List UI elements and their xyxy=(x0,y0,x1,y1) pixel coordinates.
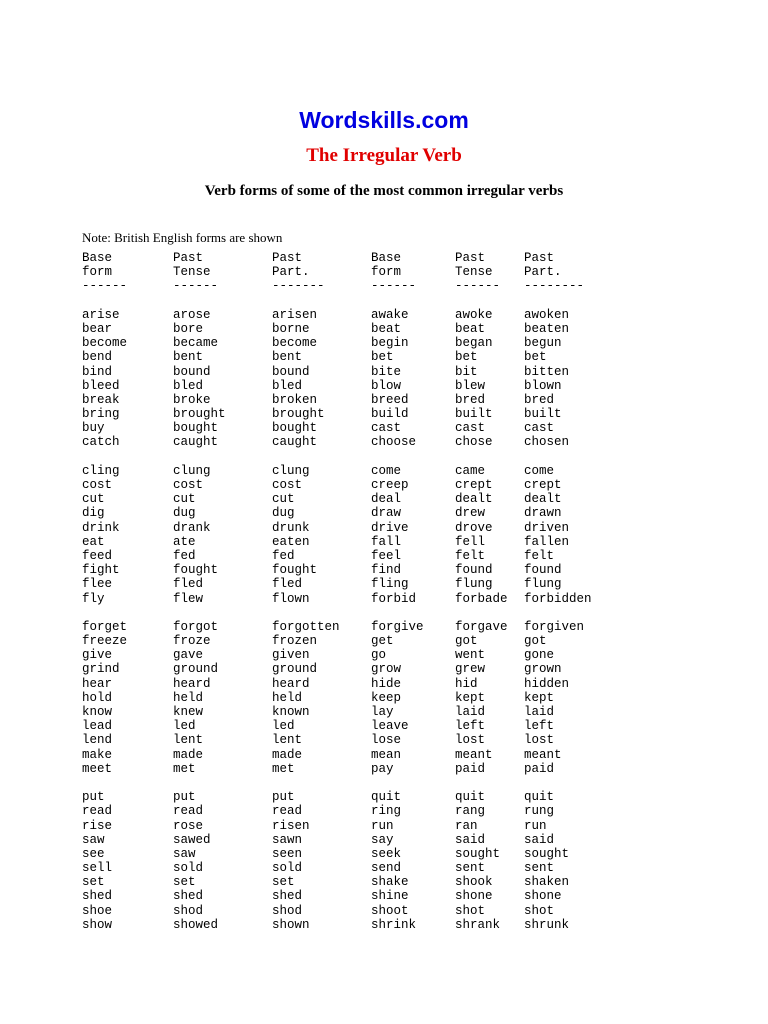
table-cell: saw xyxy=(173,846,196,861)
table-cell: drove xyxy=(455,520,493,535)
table-cell: held xyxy=(173,690,204,705)
table-cell: breed xyxy=(371,392,409,407)
table-cell: risen xyxy=(272,818,310,833)
table-cell: gone xyxy=(524,648,555,663)
table-cell: rang xyxy=(455,804,486,819)
table-cell: bit xyxy=(455,364,478,379)
table-cell: flung xyxy=(455,577,493,592)
table-cell: lay xyxy=(371,705,394,719)
table-cell: bitten xyxy=(524,364,570,379)
table-cell: gave xyxy=(173,648,204,663)
note-text: Note: British English forms are shown xyxy=(82,230,283,245)
table-cell: came xyxy=(455,463,486,478)
table-cell: sold xyxy=(272,861,303,876)
table-cell: lent xyxy=(173,733,204,748)
table-cell: forgave xyxy=(455,619,508,634)
table-cell: arise xyxy=(82,307,120,322)
table-cell: go xyxy=(371,648,387,663)
table-cell: set xyxy=(173,875,196,890)
table-cell: dug xyxy=(272,506,295,521)
table-cell: built xyxy=(524,407,562,422)
table-cell: became xyxy=(173,336,219,351)
table-cell: blow xyxy=(371,378,402,393)
table-cell: awoke xyxy=(455,307,493,322)
table-cell: ------ xyxy=(371,279,417,294)
table-cell: sought xyxy=(524,846,570,861)
table-cell: lend xyxy=(82,733,113,748)
table-cell: bore xyxy=(173,321,204,336)
table-cell: leave xyxy=(371,719,409,734)
table-cell: beat xyxy=(455,321,486,336)
table-cell: frozen xyxy=(272,634,318,649)
table-cell: run xyxy=(371,818,394,833)
table-cell: chose xyxy=(455,435,493,450)
table-cell: fed xyxy=(173,548,196,563)
table-cell: form xyxy=(82,265,113,280)
table-cell: get xyxy=(371,634,394,649)
table-cell: forgiven xyxy=(524,619,585,634)
table-cell: driven xyxy=(524,520,570,535)
table-cell: sawed xyxy=(173,832,211,847)
table-cell: made xyxy=(173,747,204,762)
table-cell: send xyxy=(371,861,402,876)
table-cell: made xyxy=(272,747,303,762)
table-cell: broken xyxy=(272,392,318,407)
table-cell: shrunk xyxy=(524,917,570,932)
table-cell: shot xyxy=(455,903,486,918)
table-cell: led xyxy=(272,719,295,734)
table-cell: brought xyxy=(272,407,325,422)
table-cell: crept xyxy=(524,478,562,492)
table-cell: sent xyxy=(524,861,555,876)
table-cell: hold xyxy=(82,690,113,705)
table-cell: lose xyxy=(371,733,402,748)
table-cell: sold xyxy=(173,861,204,876)
table-cell: broke xyxy=(173,392,211,407)
table-cell: eaten xyxy=(272,534,310,549)
table-cell: know xyxy=(82,705,113,719)
table-cell: Past xyxy=(524,251,555,265)
table-cell: fled xyxy=(173,577,204,592)
table-cell: lost xyxy=(455,733,486,748)
table-cell: hear xyxy=(82,676,113,691)
table-cell: kept xyxy=(524,690,555,705)
table-cell: drawn xyxy=(524,506,562,521)
table-cell: crept xyxy=(455,478,493,492)
table-cell: bring xyxy=(82,407,120,422)
table-cell: ground xyxy=(173,662,219,677)
table-cell: shot xyxy=(524,903,555,918)
table-cell: Past xyxy=(173,251,204,265)
table-cell: seek xyxy=(371,846,402,861)
table-cell: forbade xyxy=(455,591,508,606)
table-cell: forgive xyxy=(371,619,424,634)
table-cell: come xyxy=(524,463,555,478)
table-cell: flee xyxy=(82,577,113,592)
table-cell: ------ xyxy=(173,279,219,294)
table-cell: arisen xyxy=(272,307,318,322)
table-cell: sawn xyxy=(272,832,303,847)
table-cell: forbid xyxy=(371,591,417,606)
site-title: Wordskills.com xyxy=(299,107,469,133)
table-cell: put xyxy=(82,790,105,805)
table-cell: -------- xyxy=(524,279,585,294)
table-cell: feel xyxy=(371,548,402,563)
table-cell: cut xyxy=(173,492,196,507)
table-cell: buy xyxy=(82,421,105,436)
table-cell: bent xyxy=(173,350,204,365)
table-cell: fed xyxy=(272,548,295,563)
table-cell: got xyxy=(524,634,547,649)
table-cell: blown xyxy=(524,378,562,393)
table-cell: put xyxy=(272,790,295,805)
table-cell: said xyxy=(524,832,555,847)
table-cell: led xyxy=(173,719,196,734)
table-cell: say xyxy=(371,832,394,847)
table-cell: freeze xyxy=(82,634,128,649)
table-cell: grew xyxy=(455,662,486,677)
table-cell: fall xyxy=(371,534,402,549)
table-cell: grind xyxy=(82,662,120,677)
table-cell: show xyxy=(82,917,113,932)
table-cell: knew xyxy=(173,705,204,719)
table-cell: felt xyxy=(524,548,555,563)
table-cell: bet xyxy=(455,350,478,365)
table-cell: clung xyxy=(173,463,211,478)
table-cell: froze xyxy=(173,634,211,649)
table-cell: shed xyxy=(82,889,113,904)
table-cell: read xyxy=(272,804,303,819)
table-cell: set xyxy=(82,875,105,890)
table-cell: shod xyxy=(173,903,204,918)
table-cell: fight xyxy=(82,563,120,578)
table-cell: quit xyxy=(455,790,486,805)
table-cell: bought xyxy=(173,421,219,436)
table-cell: awake xyxy=(371,307,409,322)
table-cell: ate xyxy=(173,534,196,549)
table-cell: paid xyxy=(455,761,486,776)
table-cell: ground xyxy=(272,662,318,677)
table-cell: bleed xyxy=(82,378,120,393)
table-cell: pay xyxy=(371,761,394,776)
table-cell: bound xyxy=(173,364,211,379)
table-cell: fought xyxy=(173,563,219,578)
table-cell: begun xyxy=(524,336,562,351)
table-cell: grow xyxy=(371,662,402,677)
table-cell: ------- xyxy=(272,279,325,294)
table-cell: blew xyxy=(455,378,486,393)
table-cell: build xyxy=(371,407,409,422)
table-cell: rung xyxy=(524,804,555,819)
table-cell: bet xyxy=(524,350,547,365)
table-cell: shone xyxy=(524,889,562,904)
table-cell: sell xyxy=(82,861,113,876)
page-subtitle: Verb forms of some of the most common irregular verbs xyxy=(204,183,564,199)
table-cell: draw xyxy=(371,506,402,521)
table-cell: drew xyxy=(455,506,486,521)
table-cell: keep xyxy=(371,690,402,705)
table-cell: fallen xyxy=(524,534,570,549)
table-cell: forget xyxy=(82,619,128,634)
table-cell: meant xyxy=(455,747,493,762)
table-cell: forgot xyxy=(173,619,219,634)
table-cell: fling xyxy=(371,577,409,592)
table-cell: break xyxy=(82,392,120,407)
table-cell: fought xyxy=(272,563,318,578)
table-cell: meant xyxy=(524,747,562,762)
table-cell: began xyxy=(455,336,493,351)
table-cell: drink xyxy=(82,520,120,535)
table-cell: bent xyxy=(272,350,303,365)
table-cell: felt xyxy=(455,548,486,563)
table-cell: heard xyxy=(173,676,211,691)
table-cell: cast xyxy=(371,421,402,436)
table-cell: forbidden xyxy=(524,591,592,606)
table-cell: form xyxy=(371,265,402,280)
table-cell: make xyxy=(82,747,113,762)
table-cell: sent xyxy=(455,861,486,876)
table-cell: read xyxy=(82,804,113,819)
table-cell: bear xyxy=(82,321,113,336)
table-cell: arose xyxy=(173,307,211,322)
table-cell: read xyxy=(173,804,204,819)
table-cell: bet xyxy=(371,350,394,365)
table-cell: flew xyxy=(173,591,204,606)
table-cell: Base xyxy=(82,251,113,265)
table-cell: rose xyxy=(173,818,204,833)
table-cell: shod xyxy=(272,903,303,918)
table-cell: bled xyxy=(173,378,204,393)
table-cell: Base xyxy=(371,251,402,265)
table-cell: creep xyxy=(371,478,409,492)
table-cell: left xyxy=(455,719,486,734)
table-cell: caught xyxy=(173,435,219,450)
table-cell: fled xyxy=(272,577,303,592)
table-cell: shed xyxy=(173,889,204,904)
table-cell: beat xyxy=(371,321,402,336)
table-cell: Tense xyxy=(173,265,211,280)
table-cell: shake xyxy=(371,875,409,890)
table-cell: find xyxy=(371,563,402,578)
table-cell: cut xyxy=(82,492,105,507)
table-cell: said xyxy=(455,832,486,847)
table-cell: showed xyxy=(173,917,219,932)
table-cell: rise xyxy=(82,818,113,833)
table-cell: flung xyxy=(524,577,562,592)
table-cell: sought xyxy=(455,846,501,861)
table-cell: known xyxy=(272,705,310,719)
table-cell: Part. xyxy=(524,265,562,280)
table-cell: cling xyxy=(82,463,120,478)
table-cell: Tense xyxy=(455,265,493,280)
table-cell: shed xyxy=(272,889,303,904)
table-cell: catch xyxy=(82,435,120,450)
table-cell: dealt xyxy=(524,492,562,507)
table-cell: built xyxy=(455,407,493,422)
table-cell: run xyxy=(524,818,547,833)
table-cell: shaken xyxy=(524,875,570,890)
table-cell: went xyxy=(455,648,486,663)
table-cell: saw xyxy=(82,832,105,847)
table-cell: cast xyxy=(524,421,555,436)
table-cell: drive xyxy=(371,520,409,535)
table-cell: cost xyxy=(82,478,113,492)
table-cell: grown xyxy=(524,662,562,677)
table-cell: ------ xyxy=(455,279,501,294)
table-cell: bite xyxy=(371,364,402,379)
table-cell: found xyxy=(455,563,493,578)
table-cell: deal xyxy=(371,492,402,507)
table-cell: drunk xyxy=(272,520,310,535)
table-cell: cut xyxy=(272,492,295,507)
table-cell: met xyxy=(173,761,196,776)
table-cell: lead xyxy=(82,719,113,734)
table-cell: bought xyxy=(272,421,318,436)
table-cell: beaten xyxy=(524,321,570,336)
table-cell: Part. xyxy=(272,265,310,280)
table-cell: ring xyxy=(371,804,402,819)
table-cell: chosen xyxy=(524,435,570,450)
table-cell: found xyxy=(524,563,562,578)
table-cell: heard xyxy=(272,676,310,691)
table-cell: cost xyxy=(173,478,204,492)
table-cell: come xyxy=(371,463,402,478)
table-cell: forgotten xyxy=(272,619,340,634)
table-cell: given xyxy=(272,648,310,663)
table-cell: bled xyxy=(272,378,303,393)
table-cell: drank xyxy=(173,520,211,535)
table-cell: mean xyxy=(371,747,402,762)
table-cell: bind xyxy=(82,364,113,379)
table-cell: become xyxy=(272,336,318,351)
table-cell: cast xyxy=(455,421,486,436)
table-cell: feed xyxy=(82,548,113,563)
table-cell: shine xyxy=(371,889,409,904)
table-cell: met xyxy=(272,761,295,776)
table-cell: shrink xyxy=(371,917,417,932)
table-cell: laid xyxy=(455,705,486,719)
table-cell: give xyxy=(82,648,113,663)
table-cell: set xyxy=(272,875,295,890)
table-cell: dealt xyxy=(455,492,493,507)
table-cell: held xyxy=(272,690,303,705)
table-cell: shook xyxy=(455,875,493,890)
table-cell: cost xyxy=(272,478,303,492)
table-cell: paid xyxy=(524,761,555,776)
table-cell: shrank xyxy=(455,917,501,932)
table-cell: got xyxy=(455,634,478,649)
table-cell: bred xyxy=(455,392,486,407)
table-cell: left xyxy=(524,719,555,734)
table-cell: become xyxy=(82,336,128,351)
table-cell: fly xyxy=(82,591,105,606)
table-cell: seen xyxy=(272,846,303,861)
table-cell: brought xyxy=(173,407,226,422)
table-cell: quit xyxy=(371,790,402,805)
table-cell: Past xyxy=(455,251,486,265)
table-cell: shoot xyxy=(371,903,409,918)
table-cell: dug xyxy=(173,506,196,521)
table-cell: shown xyxy=(272,917,310,932)
table-cell: laid xyxy=(524,705,555,719)
table-cell: begin xyxy=(371,336,409,351)
table-cell: flown xyxy=(272,591,310,606)
table-cell: hidden xyxy=(524,676,570,691)
table-cell: bred xyxy=(524,392,555,407)
table-cell: eat xyxy=(82,534,105,549)
table-cell: shone xyxy=(455,889,493,904)
table-cell: caught xyxy=(272,435,318,450)
table-cell: awoken xyxy=(524,307,570,322)
table-cell: ran xyxy=(455,818,478,833)
table-cell: kept xyxy=(455,690,486,705)
table-cell: choose xyxy=(371,435,417,450)
table-cell: clung xyxy=(272,463,310,478)
table-cell: dig xyxy=(82,506,105,521)
table-cell: bend xyxy=(82,350,113,365)
table-cell: bound xyxy=(272,364,310,379)
table-cell: fell xyxy=(455,534,486,549)
table-cell: ------ xyxy=(82,279,128,294)
table-cell: shoe xyxy=(82,903,113,918)
table-cell: lent xyxy=(272,733,303,748)
table-cell: hid xyxy=(455,676,478,691)
table-cell: lost xyxy=(524,733,555,748)
table-cell: see xyxy=(82,846,105,861)
page-title: The Irregular Verb xyxy=(306,145,462,166)
table-cell: meet xyxy=(82,761,113,776)
table-cell: hide xyxy=(371,676,402,691)
table-cell: put xyxy=(173,790,196,805)
table-cell: Past xyxy=(272,251,303,265)
table-cell: borne xyxy=(272,321,310,336)
table-cell: quit xyxy=(524,790,555,805)
